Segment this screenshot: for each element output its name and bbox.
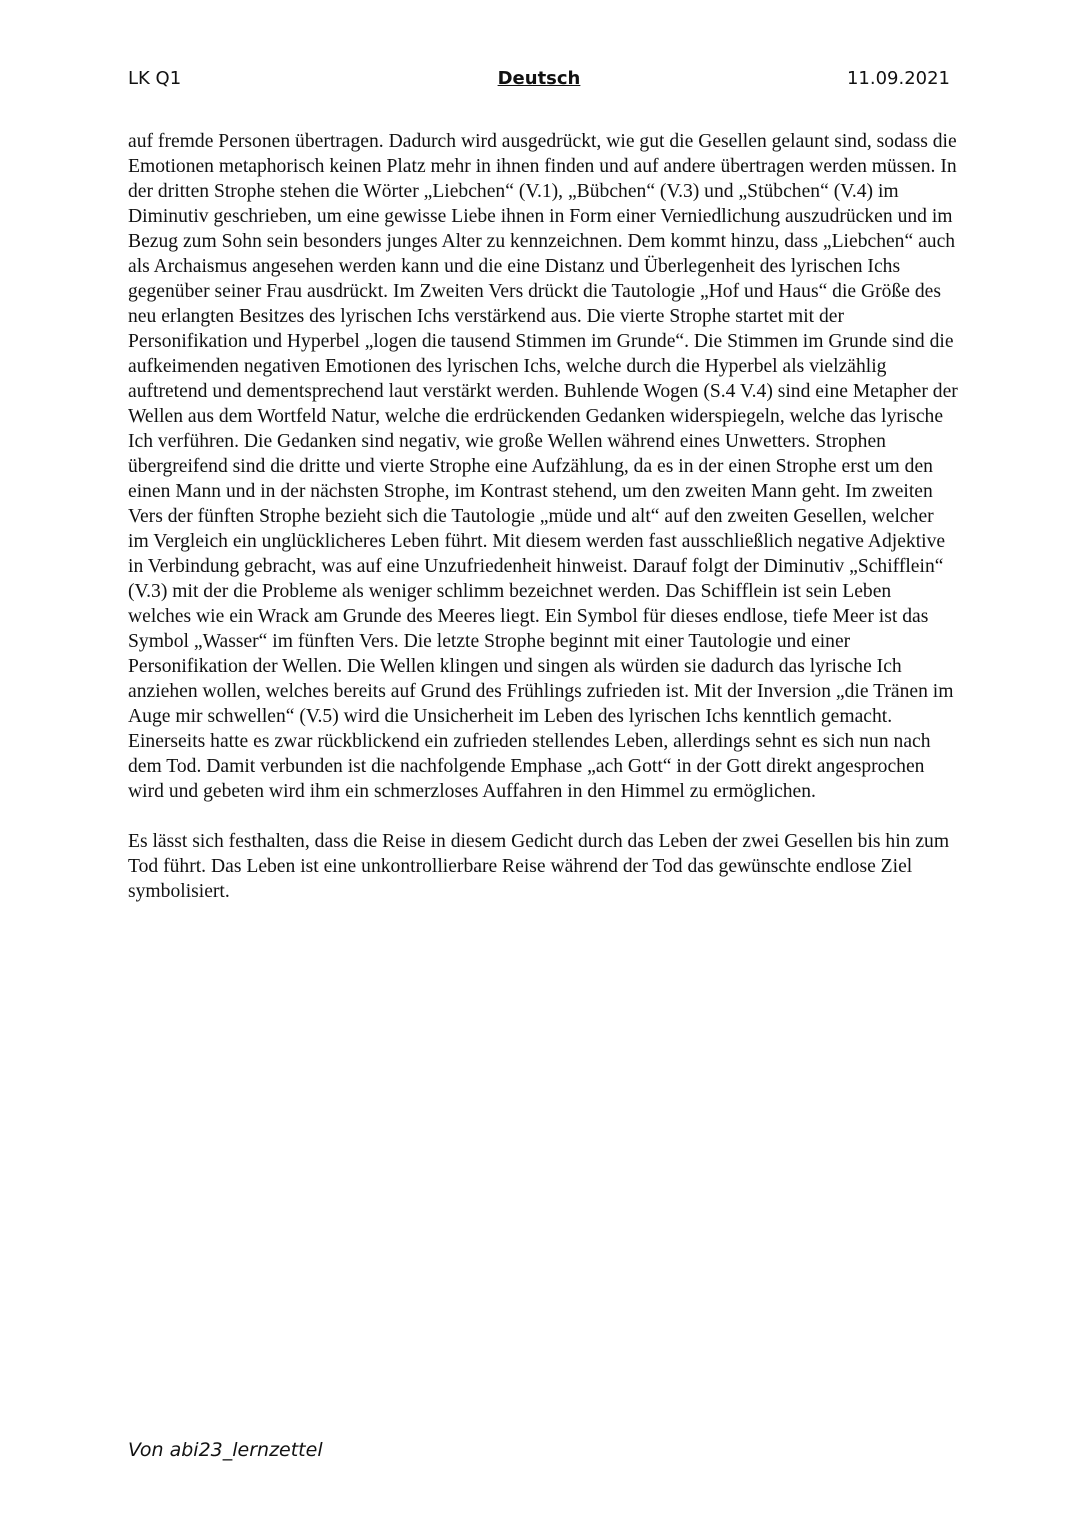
conclusion-paragraph: Es lässt sich festhalten, dass die Reise in diesem Gedicht durch das Leben der zwei Gesellen bis hin zum Tod führt. Das Leben ist eine unkontrollierbare Reise während der Tod das gewünschte endlose Ziel symbolisiert.: [128, 831, 950, 903]
document-body: [128, 129, 958, 904]
date-label: 11.09.2021: [846, 68, 950, 89]
analysis-paragraph: auf fremde Personen übertragen. Dadurch wird ausgedrückt, wie gut die Gesellen gelaunt sind, sodass die Emotionen metaphorisch keinen Platz mehr in ihnen finden und auf andere übertragen werden müssen. In der dritten Strophe stehen die Wörter „Liebchen“ (V.1), „Bübchen“ (V.3) und „Stübchen“ (V.4) im Diminutiv geschrieben, um eine gewisse Liebe ihnen in Form einer Verniedlichung auszudrücken und im Bezug zum Sohn sein besonders junges Alter zu kennzeichnen. Dem kommt hinzu, dass „Liebchen“ auch als Archaismus angesehen werden kann und die eine Distanz und Überlegenheit des lyrischen Ichs gegenüber seiner Frau ausdrückt. Im Zweiten Vers drückt die Tautologie „Hof und Haus“ die Größe des neu erlangten Besitzes des lyrischen Ichs verstärkend aus. Die vierte Strophe startet mit der Personifikation und Hyperbel „logen die tausend Stimmen im Grunde“. Die Stimmen im Grunde sind die aufkeimenden negativen Emotionen des lyrischen Ichs, welche durch die Hyperbel als vielzählig auftretend und dementsprechend laut verstärkt werden. Buhlende Wogen (S.4 V.4) sind eine Metapher der Wellen aus dem Wortfeld Natur, welche die erdrückenden Gedanken widerspiegeln, welche das lyrische Ich verführen. Die Gedanken sind negativ, wie große Wellen während eines Unwetters. Strophen übergreifend sind die dritte und vierte Strophe eine Aufzählung, da es in der einen Strophe erst um den einen Mann und in der nächsten Strophe, im Kontrast stehend, um den zweiten Mann geht. Im zweiten Vers der fünften Strophe bezieht sich die Tautologie „müde und alt“ auf den zweiten Gesellen, welcher im Vergleich ein unglücklicheres Leben führt. Mit diesem werden fast ausschließlich negative Adjektive in Verbindung gebracht, was auf eine Unzufriedenheit hinweist. Darauf folgt der Diminutiv „Schifflein“ (V.3) mit der die Probleme als weniger schlimm bezeichnet werden. Das Schifflein ist sein Leben welches wie ein Wrack am Grunde des Meeres liegt. Ein Symbol für dieses endlose, tiefe Meer ist das Symbol „Wasser“ im fünften Vers. Die letzte Strophe beginnt mit einer Tautologie und einer Personifikation der Wellen. Die Wellen klingen und singen als würden sie dadurch das lyrische Ich anziehen wollen, welches bereits auf Grund des Frühlings zufrieden ist. Mit der Inversion „die Tränen im Auge mir schwellen“ (V.5) wird die Unsicherheit im Leben des lyrischen Ichs kenntlich gemacht. Einerseits hatte es zwar rückblickend ein zufrieden stellendes Leben, allerdings sehnt es sich nun nach dem Tod. Damit verbunden ist die nachfolgende Emphase „ach Gott“ in der Gott direkt angesprochen wird und gebeten wird ihm ein schmerzloses Auffahren in den Himmel zu ermöglichen.: [128, 131, 958, 803]
subject-title: Deutsch: [497, 68, 581, 89]
course-label: LK Q1: [128, 68, 182, 89]
page-header: [128, 66, 950, 92]
author-credit: Von abi23_lernzettel: [128, 1439, 323, 1461]
